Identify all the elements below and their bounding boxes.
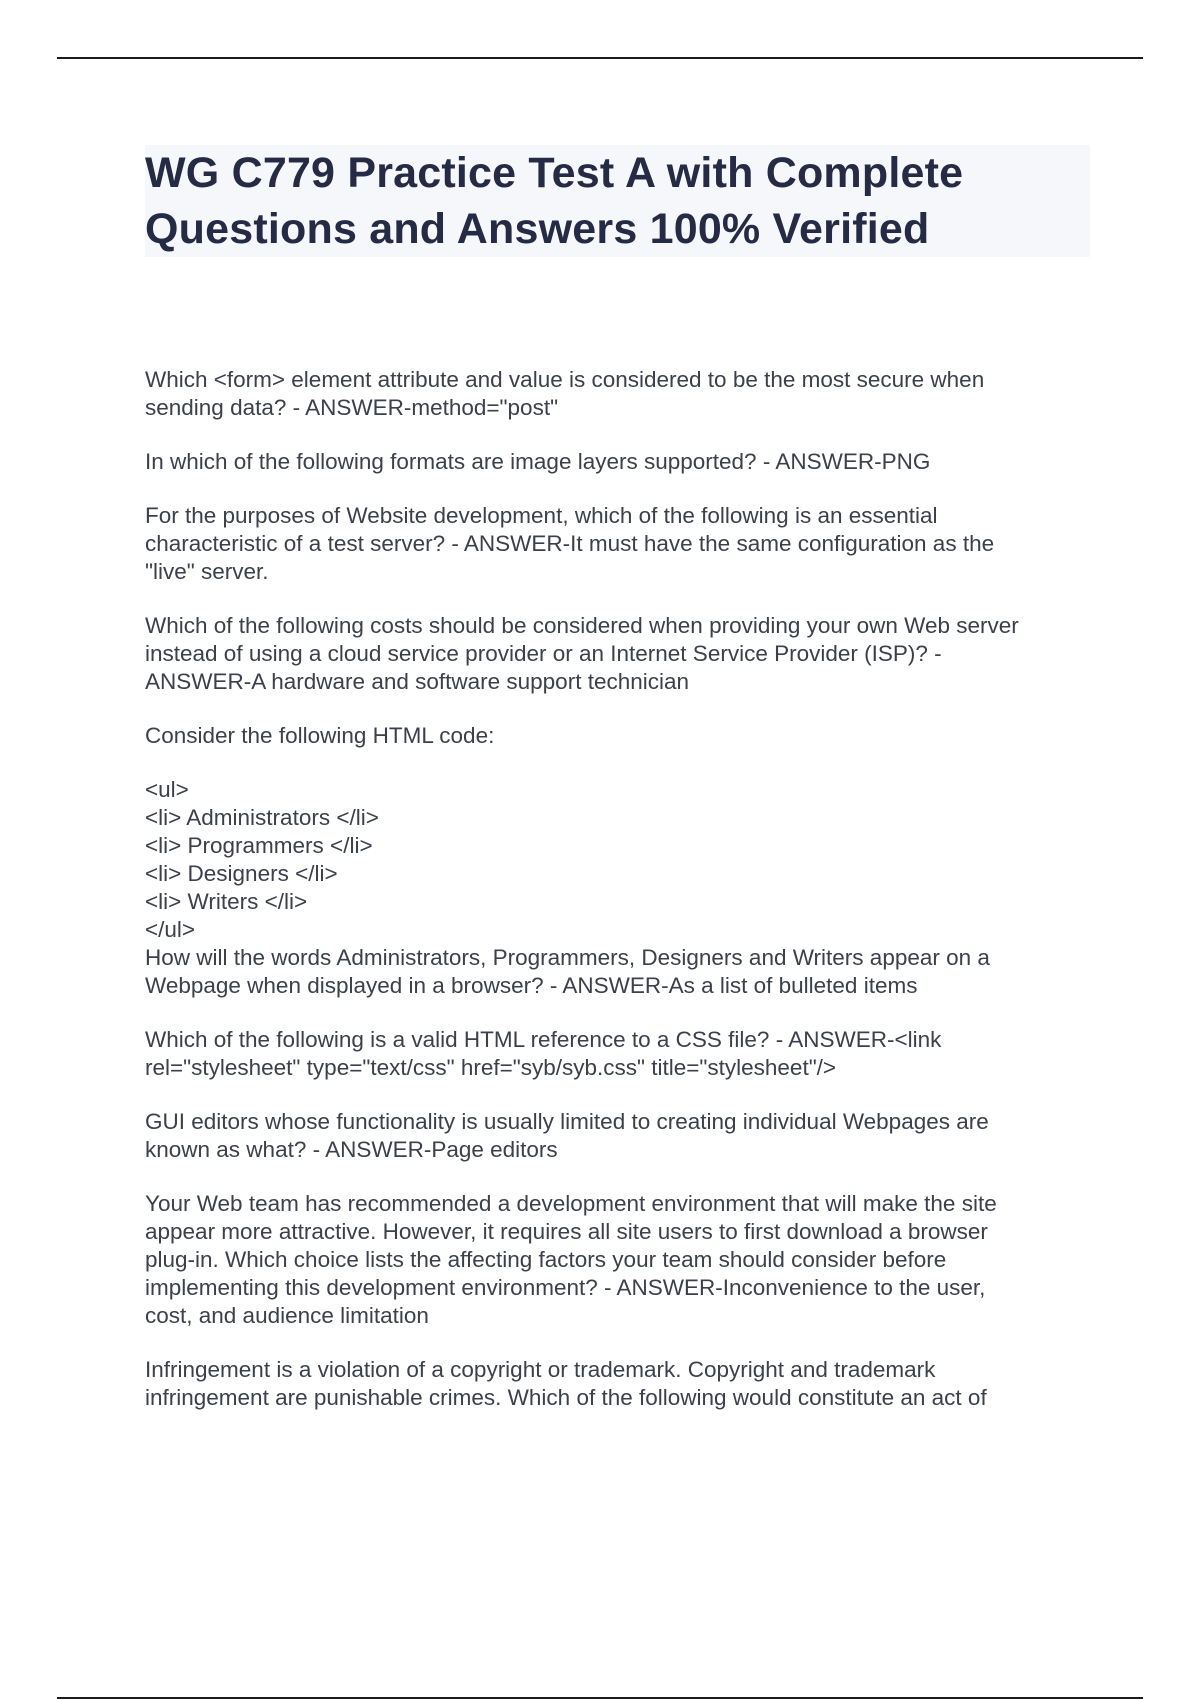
text-line: Which of the following is a valid HTML reference to a CSS file? - ANSWER-<link	[145, 1027, 942, 1052]
text-line: GUI editors whose functionality is usually limited to creating individual Webpages are	[145, 1109, 989, 1134]
qa-paragraph	[145, 722, 1095, 750]
qa-paragraph	[145, 1356, 1095, 1412]
top-rule	[57, 57, 1143, 59]
qa-paragraph	[145, 502, 1095, 586]
text-line: implementing this development environment? - ANSWER-Inconvenience to the user,	[145, 1275, 986, 1300]
text-line: Which of the following costs should be considered when providing your own Web server	[145, 613, 1019, 638]
qa-paragraph	[145, 1026, 1095, 1082]
text-line: cost, and audience limitation	[145, 1303, 429, 1328]
title-line: Questions and Answers 100% Verified	[145, 205, 930, 253]
code-line: <li> Programmers </li>	[145, 833, 373, 858]
text-line: "live" server.	[145, 559, 269, 584]
bottom-rule	[57, 1697, 1143, 1699]
text-line: appear more attractive. However, it requires all site users to first download a browser	[145, 1219, 988, 1244]
code-line: <ul>	[145, 777, 189, 802]
qa-paragraph	[145, 366, 1095, 422]
qa-paragraph	[145, 1108, 1095, 1164]
title-line: WG C779 Practice Test A with Complete	[145, 149, 964, 197]
text-line: For the purposes of Website development, which of the following is an essential	[145, 503, 938, 528]
code-line: <li> Writers </li>	[145, 889, 308, 914]
text-line: Your Web team has recommended a development environment that will make the site	[145, 1191, 997, 1216]
text-line: How will the words Administrators, Programmers, Designers and Writers appear on a	[145, 945, 990, 970]
code-paragraph	[145, 776, 1095, 1000]
code-line: <li> Designers </li>	[145, 861, 338, 886]
qa-paragraph	[145, 612, 1095, 696]
text-line: characteristic of a test server? - ANSWER-It must have the same configuration as the	[145, 531, 995, 556]
text-line: known as what? - ANSWER-Page editors	[145, 1137, 558, 1162]
text-line: Which <form> element attribute and value is considered to be the most secure when	[145, 367, 985, 392]
text-line: rel="stylesheet" type="text/css" href="syb/syb.css" title="stylesheet"/>	[145, 1055, 837, 1080]
text-line: Infringement is a violation of a copyright or trademark. Copyright and trademark	[145, 1357, 936, 1382]
text-line: Webpage when displayed in a browser? - ANSWER-As a list of bulleted items	[145, 973, 918, 998]
text-line: plug-in. Which choice lists the affecting factors your team should consider before	[145, 1247, 947, 1272]
title-block	[145, 145, 1090, 257]
qa-paragraph	[145, 1190, 1095, 1330]
qa-paragraph	[145, 448, 1095, 476]
text-line: In which of the following formats are image layers supported? - ANSWER-PNG	[145, 449, 931, 474]
document-title	[145, 145, 1090, 257]
code-line: </ul>	[145, 917, 196, 942]
document-body	[145, 366, 1095, 1438]
text-line: infringement are punishable crimes. Which of the following would constitute an act of	[145, 1385, 987, 1410]
text-line: Consider the following HTML code:	[145, 723, 495, 748]
code-line: <li> Administrators </li>	[145, 805, 379, 830]
text-line: instead of using a cloud service provider or an Internet Service Provider (ISP)? -	[145, 641, 942, 666]
text-line: sending data? - ANSWER-method="post"	[145, 395, 559, 420]
text-line: ANSWER-A hardware and software support technician	[145, 669, 690, 694]
